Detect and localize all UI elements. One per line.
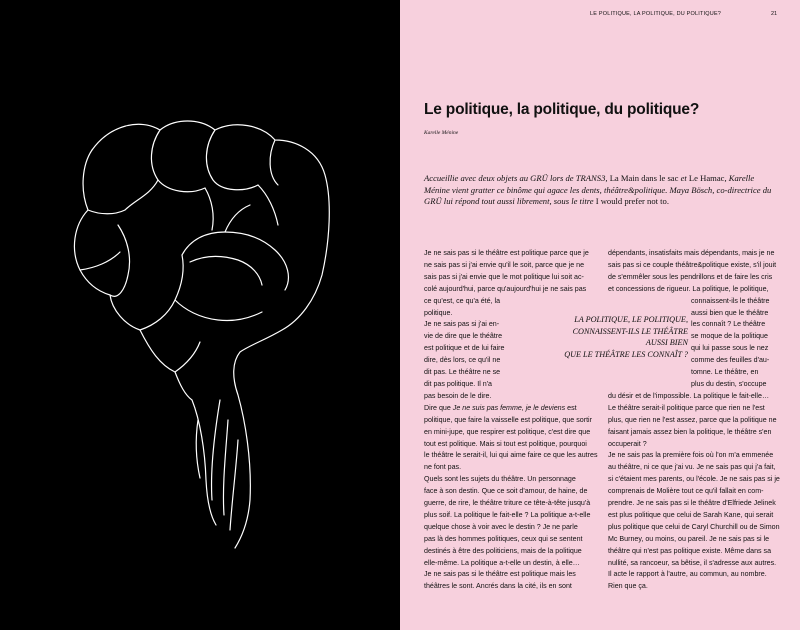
text-line: au théâtre, ni ce que j'ai vu. Je ne sais pas qui j'a fait,	[608, 463, 776, 472]
pull-quote-line: QUE LE THÉÂTRE LES CONNAÎT ?	[564, 349, 688, 359]
text-line: ne sais pas si j'ai envie qu'il le soit, parce que je ne	[424, 260, 585, 269]
lead-work-title: I would prefer not to.	[595, 196, 669, 207]
text-line: plus, que rien ne l'est assez, parce que la politique ne	[608, 415, 777, 424]
text-line: et concessions de rigueur. La politique, le politique,	[608, 284, 769, 293]
text-line: prendre. Je ne sais pas si le théâtre d'Elfriede Jelinek	[608, 499, 776, 508]
text-line: dit pas. Le théâtre ne se	[424, 368, 501, 377]
text-line: comme des feuilles d'au-	[691, 356, 770, 365]
text-line: Je ne sais pas si j'ai en-	[424, 320, 500, 329]
text-fragment: Dire que	[424, 403, 453, 412]
text-line: occuperait ?	[608, 439, 647, 448]
right-page	[400, 0, 800, 630]
text-line: théâtres le sont. Ancrés dans la cité, ils en sont	[424, 582, 572, 591]
page-number: 21	[771, 11, 778, 17]
text-line: ce qu'est, ce qu'a été, la	[424, 296, 501, 305]
text-line: vie de dire que le théâtre	[424, 332, 503, 341]
text-line: destinés à être des politiciens, mais de la politique	[424, 546, 582, 555]
pull-quote-line: CONNAISSENT-ILS LE THÉÂTRE AUSSI BIEN	[572, 326, 688, 348]
text-line: quelque chose à voir avec le destin ? Je ne parle	[424, 522, 578, 531]
text-line: dire, dès lors, ce qu'il ne	[424, 356, 501, 365]
text-line: connaissent-ils le théâtre	[691, 296, 770, 305]
text-line: le théâtre le serait-il, lui qui aime faire ce que les autres	[424, 451, 598, 460]
running-head: LE POLITIQUE, LA POLITIQUE, DU POLITIQUE?	[590, 11, 722, 17]
article-lead	[424, 173, 774, 208]
text-line: pas besoin de le dire.	[424, 391, 492, 400]
text-line: colé aujourd'hui, parce qu'aujourd'hui je ne sais pas	[424, 284, 587, 293]
pull-quote-line: LA POLITIQUE, LE POLITIQUE,	[574, 315, 688, 324]
lead-text: et	[678, 173, 689, 183]
text-line: se moque de la politique	[691, 332, 768, 341]
text-line: théâtre qui n'est pas politique existe. Même dans sa	[608, 546, 772, 555]
text-line: nullité, sa rancoeur, sa bêtise, il s'adresse aux autres.	[608, 558, 777, 567]
lead-text: Accueillie avec deux objets au GRÜ lors de TRANS3,	[424, 173, 610, 183]
text-line: comprenais de Molière tout ce qu'il fallait en com-	[608, 487, 764, 496]
text-line: guerre, de rire, le théâtre triture ce tête-à-tête jusqu'à	[424, 499, 591, 508]
article-title: Le politique, la politique, du politique?	[424, 101, 700, 118]
column-right	[608, 248, 780, 593]
text-line: faisant jamais assez bien la politique, le théâtre s'en	[608, 427, 772, 436]
text-line: Rien que ça.	[608, 582, 648, 591]
text-fragment: est	[565, 403, 577, 412]
text-line: tomne. Le théâtre, en	[691, 368, 759, 377]
text-line: Le théâtre serait-il politique parce que rien ne l'est	[608, 403, 765, 412]
text-line: Je ne sais pas si le théâtre est politique mais les	[424, 570, 576, 579]
lead-work-title: La Main dans le sac	[609, 173, 679, 183]
text-line: sais pas si ce couple théâtre&politique existe, s'il jouit	[608, 260, 777, 269]
text-line: face à son destin. Que ce soit d'amour, de haine, de	[424, 487, 588, 496]
article-author: Karelle Ménine	[424, 130, 459, 136]
text-line: qui lui passe sous le nez	[691, 344, 769, 353]
text-line: elle-même. La politique a-t-elle un destin, à elle…	[424, 558, 580, 567]
column-left	[424, 248, 598, 593]
text-line: aussi bien que le théâtre	[691, 308, 769, 317]
text-line: Je ne sais pas si le théâtre est politique parce que je	[424, 249, 589, 257]
text-line: les connaît ? Le théâtre	[691, 320, 766, 329]
text-line: est politique et de lui faire	[424, 344, 505, 353]
lead-work-title: Le Hamac	[688, 173, 725, 183]
text-line: plus politique que celui de Caryl Churchill ou de Simon	[608, 522, 780, 531]
text-line: Quels sont les sujets du théâtre. Un personnage	[424, 475, 576, 484]
text-line: plus soif. La politique le fait-elle ? La politique a-t-elle	[424, 510, 591, 519]
text-line: Je ne sais pas la première fois où l'on m'a emmenée	[608, 451, 774, 460]
text-line: tout est politique. Mais si tout est politique, pourquoi	[424, 439, 587, 448]
text-line: si c'étaient mes parents, ou l'école. Je ne sais pas si je	[608, 475, 780, 484]
text-line	[424, 403, 598, 415]
text-line: est plus politique que celui de Sarah Kane, qui serait	[608, 510, 774, 519]
quoted-title: Je ne suis pas femme, je le deviens	[452, 403, 566, 412]
text-line: dit pas politique. Il n'a	[424, 379, 493, 388]
text-line: de s'emmêler sous les pendrillons et de faire les cris	[608, 272, 773, 281]
text-line: politique.	[424, 308, 453, 317]
text-line: Mc Burney, ou moins, ou pareil. Je ne sais pas si le	[608, 534, 770, 543]
text-line: politique, que faire la vaisselle est politique, que sortir	[424, 415, 592, 424]
lead-text: , Karelle Ménine vient gratter ce binôme qui agace les dents, théâtre&politique. Maya Bösch, co-directrice du GRÜ lui répond tout aussi librement, sous le titre	[424, 173, 772, 207]
text-line: en mini-jupe, que respirer est politique, c'est dire que	[424, 427, 591, 436]
text-line: sais pas si j'ai envie que le mot politique lui soit ac-	[424, 272, 584, 281]
text-line: plus du destin, s'occupe	[691, 379, 767, 388]
text-line: du désir et de l'impossible. La politique le fait-elle…	[608, 391, 770, 400]
text-line: ne font pas.	[424, 463, 462, 472]
text-line: Il acte le rapport à l'autre, au commun, au nombre.	[608, 570, 767, 579]
text-line: dépendants, insatisfaits mais dépendants, mais je ne	[608, 249, 775, 257]
text-line: pas là des hommes politiques, ceux qui se sentent	[424, 534, 583, 543]
